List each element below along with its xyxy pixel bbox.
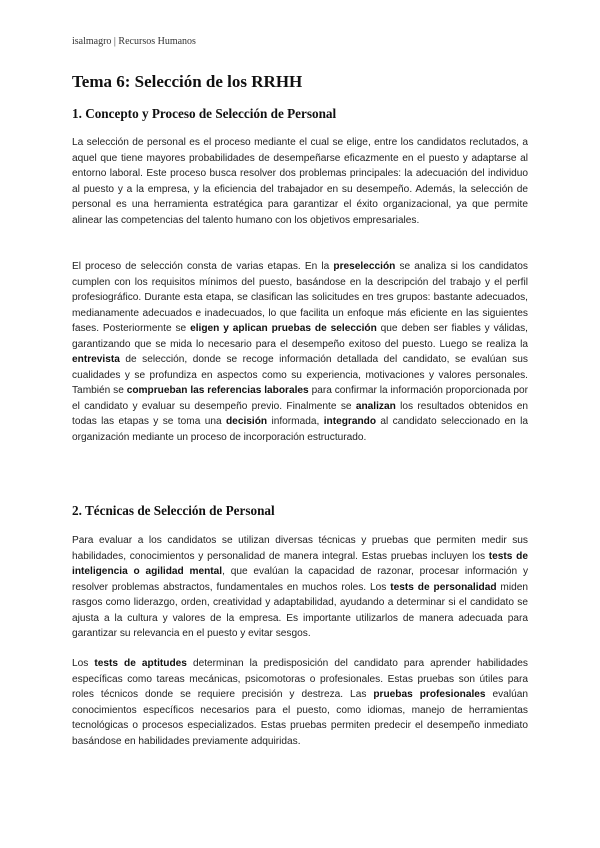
text-run: , que evalúan la capacidad de razonar, procesar información y resolver problemas abstractos, fundamentales en muchos roles. Los: [72, 566, 529, 593]
page-title: Tema 6: Selección de los RRHH: [72, 72, 303, 91]
bold-term-tests-inteligencia: tests de inteligencia o agilidad mental: [72, 550, 528, 578]
section-1-heading: 1. Concepto y Proceso de Selección de Personal: [72, 106, 337, 121]
section-2-paragraph-1: [72, 533, 528, 642]
text-run: que deben ser fiables y válidas, garantizando que se mida lo necesario para el desempeño exitoso del puesto. Luego se realiza la: [72, 323, 528, 350]
section-1-paragraph-1: La selección de personal es el proceso mediante el cual se elige, entre los candidatos reclutados, a aquel que tiene mayores probabilidades de desempeñarse eficazmente en el puesto y adaptarse al entorno laboral. Este proceso busca resolver dos problemas principales: la adecuación del individuo al puesto y a la empresa, y la eficiencia del trabajador en su desempeño. Además, la selección de personal es una herramienta estratégica para garantizar el éxito organizacional, ya que permite alinear las competencias del talento humano con los objetivos empresariales.: [72, 137, 528, 226]
bold-term-decision: decisión: [226, 416, 268, 428]
bold-term-tests-aptitudes: tests de aptitudes: [94, 658, 187, 669]
text-run: Para evaluar a los candidatos se utilizan diversas técnicas y pruebas que permiten medir sus habilidades, conocimientos y personalidad de manera integral. Estas pruebas incluyen los: [72, 535, 528, 562]
text-run: evalúan conocimientos específicos necesarios para el puesto, como idiomas, manejo de herramientas tecnológicas o procesos especializados. Estas pruebas permiten predecir el desempeño inmediato basándose en habilidades previamente adquiridas.: [72, 689, 528, 747]
section-2-heading: 2. Técnicas de Selección de Personal: [72, 503, 275, 518]
bold-term-analizan: analizan: [355, 400, 396, 412]
text-run: para confirmar la información proporcionada por el candidato y evaluar su desempeño previo. Finalmente se: [72, 385, 528, 412]
text-run: El proceso de selección consta de varias etapas. En la: [72, 261, 334, 272]
bold-term-preseleccion: preselección: [333, 261, 396, 272]
bold-term-integrando: integrando: [323, 416, 377, 428]
bold-term-referencias: comprueban las referencias laborales: [126, 385, 309, 397]
text-run: informada,: [267, 416, 324, 428]
text-run: de selección, donde se recoge información detallada del candidato, se evalúan sus cualidades y se profundiza en aspectos como su experiencia, motivaciones y valores personales. También se: [72, 354, 528, 397]
text-run: los resultados obtenidos en todas las etapas y se toma una: [72, 400, 528, 428]
bold-term-tests-personalidad: tests de personalidad: [390, 581, 497, 593]
text-run: se analiza si los candidatos cumplen con los requisitos mínimos del puesto, basándose en la descripción del trabajo y el perfil profesiográfico. Durante esta etapa, se clasifican las solicitudes en tres grupos: bastante adecuados, medianamente adecuados e inadecuados, lo que facilita un enfoque más eficiente en las siguientes fases. Posteriormente se: [72, 261, 528, 335]
text-run: miden rasgos como liderazgo, orden, creatividad y adaptabilidad, ayudando a determinar si el candidato se ajusta a la cultura y valores de la empresa. Es importante utilizarlos de manera adecuada para garantizar su relevancia en el puesto y evitar sesgos.: [72, 581, 529, 640]
text-run: determinan la predisposición del candidato para aprender habilidades específicas como tareas mecánicas, psicomotoras o profesionales. Estas pruebas son útiles para roles técnicos donde se requiere precisión y destreza. Las: [72, 658, 528, 701]
bold-term-pruebas-seleccion: eligen y aplican pruebas de selección: [190, 323, 377, 335]
section-2-paragraph-2: [72, 656, 528, 749]
section-1-paragraph-2: [72, 259, 528, 446]
text-run: Los: [72, 658, 95, 669]
bold-term-pruebas-profesionales: pruebas profesionales: [373, 689, 486, 701]
bold-term-entrevista: entrevista: [72, 354, 120, 366]
text-run: al candidato seleccionado en la organización mediante un proceso de incorporación estructurado.: [72, 416, 528, 444]
page-header: isalmagro | Recursos Humanos: [72, 36, 196, 47]
